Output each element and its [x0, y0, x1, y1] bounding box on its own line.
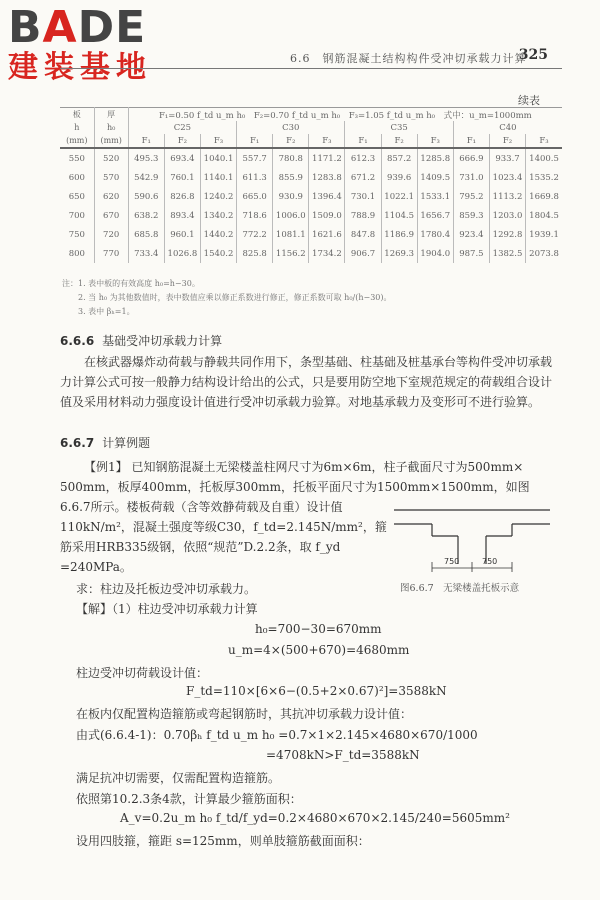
equation: =4708kN>F_td=3588kN: [266, 748, 420, 762]
dimension-label: 750: [444, 557, 460, 566]
table-cell: 893.4: [164, 206, 200, 225]
table-row: [60, 225, 562, 244]
example-line: 在板内仅配置构造箍筋或弯起钢筋时，其抗冲切承载力设计值：: [76, 707, 413, 721]
table-notes: [62, 277, 392, 319]
table-cell: 2073.8: [529, 248, 559, 259]
formula-header: F₁=0.50 f_td u_m h₀ F₂=0.70 f_td u_m h₀ F₃=1.05 f_td u_m h₀ 式中：u_m=1000mm: [128, 108, 562, 122]
example-line: 依照第10.2.3条4款，计算最少箍筋面积：: [76, 792, 302, 806]
table-cell: 1171.2: [309, 148, 345, 168]
table-cell: 671.2: [345, 168, 381, 187]
table-cell: 760.1: [164, 168, 200, 187]
table-cell: 1340.2: [200, 206, 236, 225]
table-cell: 1023.4: [489, 168, 525, 187]
table-cell: 1409.5: [417, 168, 453, 187]
table-cell: 1780.4: [417, 225, 453, 244]
table-cell: 612.3: [345, 148, 381, 168]
example-line: =240MPa。: [60, 560, 132, 574]
logo-chinese: 建装基地: [8, 50, 152, 85]
table-cell: 557.7: [237, 148, 273, 168]
figure-caption: 图6.6.7 无梁楼盖托板示意: [400, 583, 520, 594]
table-cell: 800: [60, 244, 94, 263]
col-header: 厚: [94, 108, 128, 122]
example-line: 柱边受冲切荷载设计值：: [76, 666, 209, 680]
sub-header: F₂: [273, 134, 309, 148]
col-header: h₀: [94, 121, 128, 134]
table-row: [60, 187, 562, 206]
table-cell: 847.8: [345, 225, 381, 244]
sub-header: F₂: [164, 134, 200, 148]
sub-header: F₁: [237, 134, 273, 148]
table-cell: 960.1: [164, 225, 200, 244]
sub-header: F₃: [200, 134, 236, 148]
table-cell: 1804.5: [529, 210, 559, 221]
example-line: 筋采用HRB335级钢，依照“规范”D.2.2条，取 f_yd: [60, 540, 341, 554]
page-number: 325: [518, 47, 548, 63]
table-cell: 825.8: [237, 244, 273, 263]
example-line: 6.6.7所示。楼板荷载（含等效静荷载及自重）设计值: [60, 500, 343, 514]
table-cell: 670: [94, 206, 128, 225]
table-cell: 939.6: [381, 168, 417, 187]
table-cell: 855.9: [273, 168, 309, 187]
table-cell: 550: [60, 148, 94, 168]
table-continued-label: 续表: [518, 94, 540, 107]
table-cell: 987.5: [453, 244, 489, 263]
dimension-label: 750: [482, 557, 498, 566]
table-cell: 720: [94, 225, 128, 244]
table-cell: 750: [60, 225, 94, 244]
sub-header: F₂: [381, 134, 417, 148]
table-cell: 930.9: [273, 187, 309, 206]
table-cell: 1533.1: [417, 187, 453, 206]
sub-header: F₁: [453, 134, 489, 148]
table-cell: 693.4: [164, 148, 200, 168]
table-cell: 1104.5: [381, 206, 417, 225]
table-cell: 1040.1: [200, 148, 236, 168]
table-cell: 770: [94, 244, 128, 263]
equation: h₀=700−30=670mm: [255, 622, 382, 636]
table-cell: 859.3: [453, 206, 489, 225]
table-cell: 795.2: [453, 187, 489, 206]
table-cell: 1400.5: [529, 153, 559, 164]
col-header: 板: [60, 108, 94, 122]
table-cell: 1283.8: [309, 168, 345, 187]
table-cell: 650: [60, 187, 94, 206]
table-cell: 611.3: [237, 168, 273, 187]
section-6-6-6-paragraph: 在核武器爆炸动荷载与静载共同作用下，条型基础、柱基础及桩基承台等构件受冲切承载力计算公式可按一般静力结构设计给出的公式，只是要用防空地下室规范规定的荷载组合设计值及采用材料动力强度设计值进行受冲切承载力验算。对地基承载力及变形可不进行验算。: [60, 355, 553, 409]
table-cell: 1269.3: [381, 244, 417, 263]
col-header: h: [60, 121, 94, 134]
section-heading-6-6-6: 6.6.6 基础受冲切承载力计算: [60, 334, 223, 348]
table-row: [60, 168, 562, 187]
punching-capacity-table: [60, 107, 562, 263]
table-note: 2. 当 h₀ 为其他数值时，表中数值应乘以修正系数进行修正，修正系数可取 h₀/(h−30)。: [62, 293, 392, 302]
table-cell: 1396.4: [309, 187, 345, 206]
logo-wordmark: BADE: [8, 2, 147, 53]
table-cell: 1656.7: [417, 206, 453, 225]
example-line: 【解】（1）柱边受冲切承载力计算: [76, 602, 258, 616]
table-note: 3. 表中 βₕ=1。: [62, 307, 135, 316]
example-line: 由式(6.6.4-1)：0.70βₕ f_td u_m h₀ =0.7×1×2.145×4680×670/1000: [76, 728, 478, 742]
table-cell: 1540.2: [200, 244, 236, 263]
table-cell: 620: [94, 187, 128, 206]
example-line: 【例1】 已知钢筋混凝土无梁楼盖柱网尺寸为6m×6m，柱子截面尺寸为500mm×: [84, 460, 524, 474]
table-cell: 730.1: [345, 187, 381, 206]
table-row: [60, 206, 562, 225]
table-cell: 1292.8: [489, 225, 525, 244]
table-cell: 1509.0: [309, 206, 345, 225]
table-cell: 590.6: [128, 187, 164, 206]
table-row: [60, 148, 562, 168]
running-head: 6.6 钢筋混凝土结构构件受冲切承载力计算: [290, 52, 527, 65]
grade-header: C30: [237, 121, 345, 134]
table-cell: 1440.2: [200, 225, 236, 244]
table-cell: 1734.2: [309, 244, 345, 263]
table-cell: 718.6: [237, 206, 273, 225]
table-cell: 1621.6: [309, 225, 345, 244]
example-line: 满足抗冲切需要，仅需配置构造箍筋。: [76, 771, 281, 785]
table-cell: 1669.8: [529, 191, 559, 202]
section-heading-6-6-7: 6.6.7 计算例题: [60, 436, 151, 450]
header-rule: [60, 68, 562, 69]
example-line: 110kN/m²，混凝土强度等级C30，f_td=2.145N/mm²，箍: [60, 520, 387, 534]
table-cell: 1203.0: [489, 206, 525, 225]
table-cell: 1186.9: [381, 225, 417, 244]
table-cell: 857.2: [381, 148, 417, 168]
table-cell: 826.8: [164, 187, 200, 206]
table-cell: 1382.5: [489, 244, 525, 263]
table-cell: 1939.1: [529, 229, 559, 240]
grade-header: C25: [128, 121, 236, 134]
table-cell: 1240.2: [200, 187, 236, 206]
equation: A_v=0.2u_m h₀ f_td/f_yd=0.2×4680×670×2.145/240=5605mm²: [120, 811, 510, 825]
table-cell: 685.8: [128, 225, 164, 244]
example-line: 500mm，板厚400mm，托板厚300mm，托板平面尺寸为1500mm×1500mm，如图: [60, 480, 530, 494]
table-cell: 788.9: [345, 206, 381, 225]
sub-header: F₂: [489, 134, 525, 148]
table-note: 注：1. 表中板的有效高度 h₀=h−30。: [62, 279, 200, 288]
table-cell: 1904.0: [417, 244, 453, 263]
sub-header: F₃: [309, 134, 345, 148]
table-cell: 1006.0: [273, 206, 309, 225]
table-cell: 923.4: [453, 225, 489, 244]
table-cell: 733.4: [128, 244, 164, 263]
table-cell: 1140.1: [200, 168, 236, 187]
slab-drop-panel-figure: [392, 498, 552, 586]
example-line: 设用四肢箍，箍距 s=125mm，则单肢箍筋截面面积：: [76, 834, 370, 848]
table-cell: 1022.1: [381, 187, 417, 206]
table-cell: 1535.2: [529, 172, 559, 183]
col-header: (mm): [94, 134, 128, 148]
sub-header: F₃: [417, 134, 453, 148]
grade-header: C35: [345, 121, 453, 134]
col-header: (mm): [60, 134, 94, 148]
sub-header: F₁: [345, 134, 381, 148]
table-cell: 700: [60, 206, 94, 225]
table-cell: 666.9: [453, 148, 489, 168]
table-cell: 665.0: [237, 187, 273, 206]
grade-header: C40: [499, 122, 517, 133]
table-cell: 1026.8: [164, 244, 200, 263]
equation: F_td=110×[6×6−(0.5+2×0.67)²]=3588kN: [186, 684, 447, 698]
table-cell: 772.2: [237, 225, 273, 244]
table-cell: 933.7: [489, 148, 525, 168]
sub-header: F₃: [526, 134, 562, 148]
brand-logo: [8, 2, 152, 86]
table-cell: 600: [60, 168, 94, 187]
table-cell: 542.9: [128, 168, 164, 187]
table-cell: 570: [94, 168, 128, 187]
table-cell: 495.3: [128, 148, 164, 168]
table-cell: 1156.2: [273, 244, 309, 263]
table-cell: 638.2: [128, 206, 164, 225]
equation: u_m=4×(500+670)=4680mm: [228, 643, 410, 657]
sub-header: F₁: [128, 134, 164, 148]
table-cell: 731.0: [453, 168, 489, 187]
table-cell: 1285.8: [417, 148, 453, 168]
table-row: [60, 244, 562, 263]
table-cell: 780.8: [273, 148, 309, 168]
table-cell: 520: [94, 148, 128, 168]
table-cell: 1081.1: [273, 225, 309, 244]
table-cell: 1113.2: [489, 187, 525, 206]
example-line: 求：柱边及托板边受冲切承载力。: [76, 582, 257, 596]
table-cell: 906.7: [345, 244, 381, 263]
